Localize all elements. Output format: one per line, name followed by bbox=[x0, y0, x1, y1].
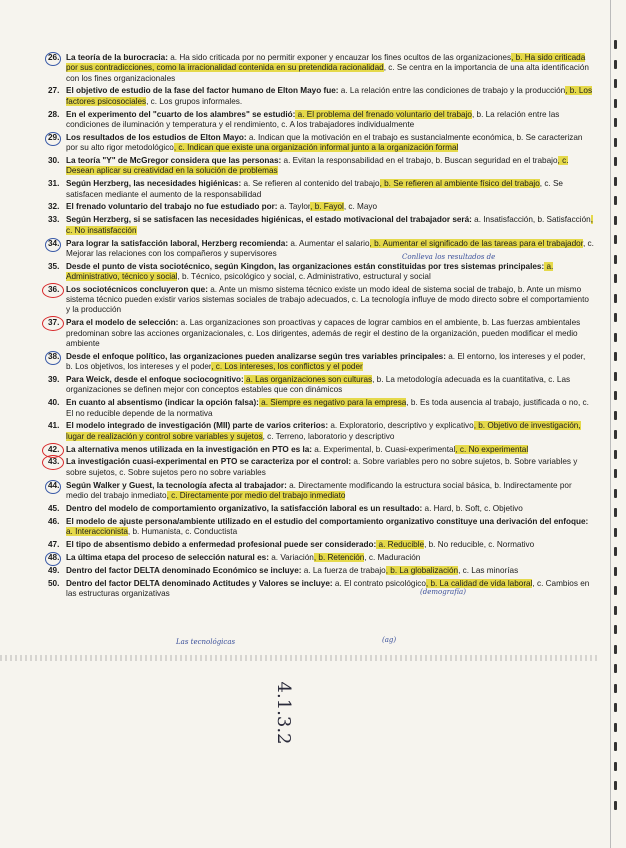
answer-option: a. Variación bbox=[268, 552, 314, 562]
exam-question bbox=[48, 318, 594, 349]
answer-option: , b. Los objetivos, los intereses y el poder bbox=[66, 351, 586, 372]
answer-option: , b. Satisfacción bbox=[532, 215, 591, 225]
binder-holes bbox=[610, 40, 620, 820]
question-stem: Los sociotécnicos concluyeron que: bbox=[66, 284, 208, 294]
question-number: 49. bbox=[48, 565, 60, 575]
question-number: 48. bbox=[48, 552, 60, 562]
question-stem: El tipo de absentismo debido a enfermedad profesional puede ser considerado: bbox=[66, 539, 377, 549]
exam-question bbox=[48, 285, 594, 316]
highlighted-answer: , c. No insatisfacción bbox=[66, 215, 593, 235]
question-stem: El objetivo de estudio de la fase del factor humano de Elton Mayo fue: bbox=[66, 86, 339, 96]
question-number: 34. bbox=[48, 238, 60, 248]
question-options bbox=[312, 445, 528, 454]
scan-smudge bbox=[0, 655, 600, 661]
answer-option: , c. Maduración bbox=[364, 552, 421, 562]
answer-option: , b. La metodología adecuada es la cuantitativa bbox=[372, 375, 544, 385]
question-stem: La teoría "Y" de McGregor considera que las personas: bbox=[66, 156, 282, 166]
question-number: 27. bbox=[48, 86, 60, 96]
highlighted-answer: , b. La calidad de vida laboral bbox=[425, 578, 533, 588]
question-stem: Para Weick, desde el enfoque sociocognitivo: bbox=[66, 375, 244, 385]
question-number: 50. bbox=[48, 578, 60, 588]
question-options bbox=[302, 566, 519, 575]
answer-option: , b. Humanista bbox=[127, 527, 181, 537]
exam-question bbox=[48, 53, 594, 84]
exam-question bbox=[48, 179, 594, 200]
question-options: a. Hard, b. Soft, c. Objetivo bbox=[422, 503, 523, 513]
question-stem: Los resultados de los estudios de Elton Mayo: bbox=[66, 132, 247, 142]
question-number: 26. bbox=[48, 53, 60, 62]
question-stem: La investigación cuasi-experimental en PTO se caracteriza por el control: bbox=[66, 457, 352, 467]
question-stem: La teoría de la burocracia: bbox=[66, 53, 168, 62]
question-number: 46. bbox=[48, 516, 60, 526]
exam-question bbox=[48, 481, 594, 502]
exam-question bbox=[48, 445, 594, 455]
answer-option: a. Insatisfacción bbox=[471, 215, 533, 225]
highlighted-answer: , b. Retención bbox=[313, 552, 365, 562]
question-number: 47. bbox=[48, 539, 60, 549]
question-number: 29. bbox=[48, 132, 60, 142]
question-number: 41. bbox=[48, 421, 60, 431]
handwritten-note: (ag) bbox=[382, 636, 397, 644]
question-stem: El modelo integrado de investigación (MII) parte de varios criterios: bbox=[66, 421, 329, 431]
exam-question bbox=[48, 540, 594, 550]
question-stem: La última etapa del proceso de selección natural es: bbox=[66, 552, 269, 562]
question-number: 42. bbox=[48, 444, 60, 454]
answer-option: a. Aumentar el salario bbox=[288, 238, 370, 248]
exam-question bbox=[48, 553, 594, 563]
question-options bbox=[278, 202, 378, 211]
answer-option: a. Experimental bbox=[312, 444, 372, 454]
question-stem: El frenado voluntario del trabajo no fue estudiado por: bbox=[66, 202, 278, 212]
question-number: 35. bbox=[48, 261, 60, 271]
highlighted-answer: a. Las organizaciones son culturas bbox=[243, 375, 373, 385]
question-number: 31. bbox=[48, 179, 60, 189]
question-stem: Según Walker y Guest, la tecnología afecta al trabajador: bbox=[66, 480, 287, 490]
question-stem: La alternativa menos utilizada en la investigación en PTO es la: bbox=[66, 444, 313, 454]
question-stem: Según Herzberg, si se satisfacen las necesidades higiénicas, el estado motivacional del trabajador será: bbox=[66, 215, 472, 225]
answer-option: , c. Cambios en las estructuras organizativas bbox=[66, 578, 590, 598]
answer-option: a. El contrato psicológico bbox=[332, 578, 426, 588]
question-stem: Para el modelo de selección: bbox=[66, 318, 179, 328]
exam-question bbox=[48, 110, 594, 131]
answer-option: a. Evitan la responsabilidad en el trabajo bbox=[281, 156, 431, 166]
question-number: 36. bbox=[48, 284, 60, 294]
answer-option: a. La fuerza de trabajo bbox=[301, 565, 386, 575]
answer-option: , b. No reducible bbox=[424, 539, 484, 549]
answer-option: a. El entorno, los intereses y el poder bbox=[445, 351, 583, 361]
question-stem: Desde el punto de vista sociotécnico, según Kingdon, las organizaciones están constituidas por tres sistemas principales: bbox=[66, 261, 545, 271]
question-number: 39. bbox=[48, 375, 60, 385]
handwritten-stamp bbox=[258, 668, 298, 758]
exam-question bbox=[48, 517, 594, 538]
highlighted-answer: , c. Desean aplicar su creatividad en la solución de problemas bbox=[66, 156, 569, 176]
answer-option: a. Directamente modificando la estructura social básica bbox=[286, 480, 490, 490]
exam-question bbox=[48, 398, 594, 419]
question-number: 44. bbox=[48, 480, 60, 490]
exam-question bbox=[48, 579, 594, 600]
answer-option: , c. El no reducible depende de la normativa bbox=[66, 398, 589, 418]
highlighted-answer: , b. Aumentar el significado de las tareas para el trabajador bbox=[369, 238, 583, 248]
exam-question bbox=[48, 457, 594, 478]
highlighted-answer: a. Reducible bbox=[376, 539, 425, 549]
answer-option: , c. Terreno, laboratorio y descriptivo bbox=[262, 431, 395, 441]
answer-option: , b. Se caracterizan por su alto rigor metodológico bbox=[66, 132, 583, 153]
exam-question bbox=[48, 504, 594, 514]
answer-option: a. Indican que la motivación en el trabajo es sustancialmente económica bbox=[246, 132, 512, 142]
answer-option: , b. Indirectamente por medio del trabajo inmediato bbox=[66, 480, 572, 500]
highlighted-answer: , c. Los intereses, los conflictos y el poder bbox=[211, 362, 363, 372]
answer-option: a. Ha sido criticada por no permitir exponer y encauzar los fines ocultos de las organizaciones bbox=[167, 53, 512, 62]
answer-option: a. La relación entre las condiciones de trabajo y la producción bbox=[338, 86, 566, 96]
question-options: a. Las organizaciones son proactivas y capaces de lograr cambios en el ambiente, b. Las fuerzas ambientales predominan sobre las acciones organizacionales, c. Los dirigentes, además de regir el destino de la organización, pueden modificar el medio ambiente bbox=[66, 318, 581, 348]
answer-option: , b. Es toda ausencia al trabajo, justificada o no bbox=[406, 398, 578, 408]
highlighted-answer: , b. Objetivo de investigación, lugar de realización y control sobre variables y sujetos bbox=[66, 421, 581, 441]
highlighted-answer: a. Siempre es negativo para la empresa bbox=[258, 398, 407, 408]
answer-option: , b. Cuasi-experimental bbox=[371, 444, 456, 454]
answer-option: a. Exploratorio, descriptivo y explicativo bbox=[328, 421, 474, 431]
question-options bbox=[269, 553, 420, 562]
answer-option: , c. Se satisfacen mediante el aumento de la responsabilidad bbox=[66, 179, 563, 199]
highlighted-answer: , b. Fayol bbox=[310, 202, 344, 212]
question-number: 43. bbox=[48, 457, 60, 467]
highlighted-answer: , c. No experimental bbox=[455, 444, 529, 454]
highlighted-answer: , b. Ha sido criticada por sus contradicciones, como la irracionalidad contenida en su pretendida racionalidad bbox=[66, 53, 586, 73]
question-number: 38. bbox=[48, 351, 60, 361]
answer-option: a. Taylor bbox=[277, 202, 311, 212]
answer-option: , c. Los grupos informales. bbox=[146, 96, 243, 106]
answer-option: , b. Buscan seguridad en el trabajo bbox=[431, 156, 558, 166]
svg-text:4.1.3.2: 4.1.3.2 bbox=[273, 681, 294, 745]
highlighted-answer: , b. La globalización bbox=[385, 565, 459, 575]
answer-option: , c. Se centra en la importancia de una alta identificación con los fines organizacionales bbox=[66, 63, 589, 83]
answer-option: , c. Conductista bbox=[180, 527, 238, 537]
answer-option: , c. Las organizaciones se definen mejor con conceptos estables que con dinámicos bbox=[66, 375, 571, 395]
question-stem: Dentro del factor DELTA denominado Económico se incluye: bbox=[66, 565, 302, 575]
exam-question bbox=[48, 421, 594, 442]
question-number: 45. bbox=[48, 503, 60, 513]
question-options bbox=[66, 527, 237, 536]
question-number: 32. bbox=[48, 202, 60, 212]
question-stem: Según Herzberg, las necesidades higiénicas: bbox=[66, 179, 242, 189]
exam-question bbox=[48, 86, 594, 107]
question-number: 28. bbox=[48, 109, 60, 119]
question-stem: Dentro del modelo de comportamiento organizativo, la satisfacción laboral es un resultado: bbox=[66, 503, 423, 513]
question-stem: Desde el enfoque político, las organizaciones pueden analizarse según tres variables principales: bbox=[66, 351, 446, 361]
exam-question bbox=[48, 262, 594, 283]
highlighted-answer: , b. Se refieren al ambiente físico del trabajo bbox=[379, 179, 540, 189]
answer-option: , c. A los trabajadores individualmente bbox=[276, 119, 415, 129]
answer-option: , b. La relación entre las condiciones de iluminación y temperatura y el rendimiento bbox=[66, 109, 560, 129]
question-number: 40. bbox=[48, 398, 60, 408]
highlighted-answer: , c. Directamente por medio del trabajo inmediato bbox=[166, 490, 346, 500]
question-number: 37. bbox=[48, 318, 60, 328]
question-list bbox=[48, 53, 594, 602]
highlighted-answer: , c. Indican que existe una organización informal junto a la organización formal bbox=[173, 143, 459, 153]
highlighted-answer: a. Interaccionista bbox=[66, 527, 128, 537]
question-stem: El modelo de ajuste persona/ambiente utilizado en el estudio del comportamiento organizativo constituye una derivación del enfoque: bbox=[66, 516, 589, 526]
highlighted-answer: a. El problema del frenado voluntario del trabajo bbox=[295, 109, 472, 119]
question-number: 30. bbox=[48, 156, 60, 166]
answer-option: , c. Normativo bbox=[483, 539, 535, 549]
question-stem: En el experimento del "cuarto de los alambres" se estudió: bbox=[66, 109, 296, 119]
handwritten-note: (demografía) bbox=[420, 588, 466, 596]
question-stem: En cuanto al absentismo (indicar la opción falsa): bbox=[66, 398, 259, 408]
question-options bbox=[376, 540, 534, 549]
exam-question bbox=[48, 352, 594, 373]
question-stem: Para lograr la satisfacción laboral, Herzberg recomienda: bbox=[66, 238, 289, 248]
highlighted-answer: a. Administrativo, técnico y social bbox=[66, 261, 554, 281]
exam-question bbox=[48, 215, 594, 236]
question-stem: Dentro del factor DELTA denominado Actitudes y Valores se incluye: bbox=[66, 578, 333, 588]
exam-question bbox=[48, 566, 594, 576]
question-options: a. Ante un mismo sistema técnico existe un modo ideal de sistema social de trabajo, b. Ante un mismo sistema técnico pueden existir varios sistemas sociales de trabajo adecuados, c. La tecnología influye de modo directo sobre el comportamiento y la producción bbox=[66, 284, 589, 315]
question-options: a. Sobre variables pero no sobre sujetos, b. Sobre variables y sobre sujetos, c. Sobre sujetos pero no sobre variables bbox=[66, 457, 578, 477]
handwritten-note: Las tecnológicas bbox=[176, 638, 236, 646]
exam-question bbox=[48, 156, 594, 177]
question-number: 33. bbox=[48, 215, 60, 225]
highlighted-answer: , b. Los factores psicosociales bbox=[66, 86, 593, 106]
answer-option: , c. Mejorar las relaciones con los compañeros y supervisores bbox=[66, 238, 594, 258]
exam-question bbox=[48, 133, 594, 154]
answer-option: , b. Técnico, psicológico y social bbox=[177, 271, 295, 281]
answer-option: , c. Administrativo, estructural y social bbox=[294, 271, 431, 281]
answer-option: a. Se refieren al contenido del trabajo bbox=[241, 179, 380, 189]
handwritten-note: Conlleva los resultados de bbox=[402, 253, 496, 261]
answer-option: , c. Las minorías bbox=[458, 565, 519, 575]
exam-question bbox=[48, 375, 594, 396]
exam-question bbox=[48, 202, 594, 212]
answer-option: , c. Mayo bbox=[343, 202, 378, 212]
